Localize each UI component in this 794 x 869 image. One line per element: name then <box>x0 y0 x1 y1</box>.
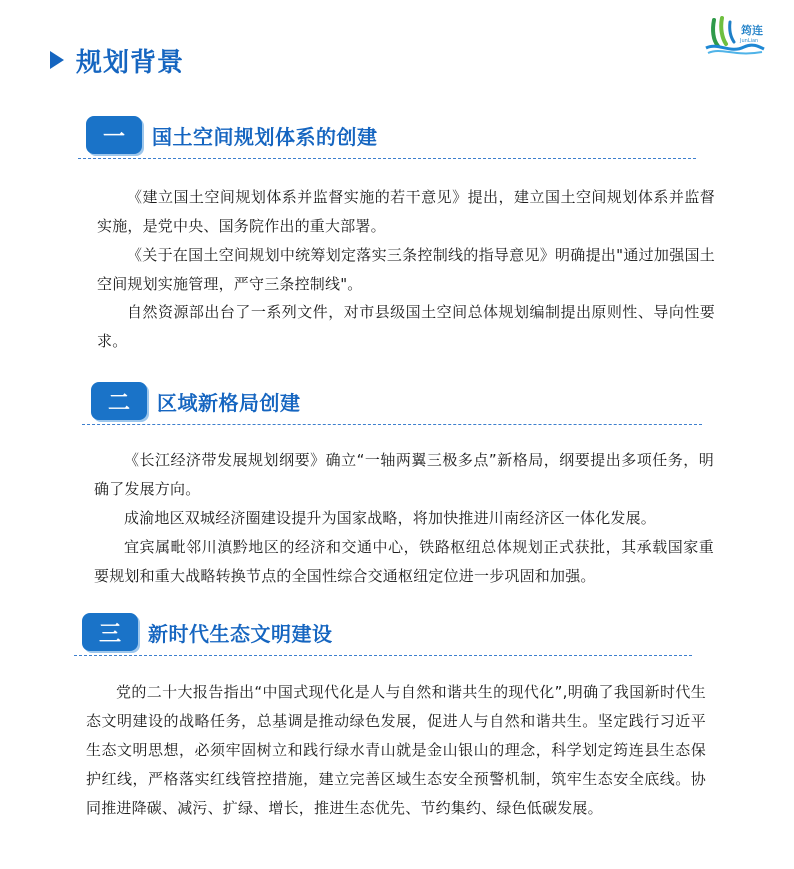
logo-subtitle: JunLian <box>740 38 759 44</box>
section-header-2 <box>91 382 301 420</box>
section-1-paragraph-3: 自然资源部出台了一系列文件，对市县级国土空间总体规划编制提出原则性、导向性要求。 <box>97 303 715 350</box>
section-number-badge: 一 <box>86 116 142 154</box>
section-title: 区域新格局创建 <box>157 390 301 415</box>
section-1-paragraph-1: 《建立国土空间规划体系并监督实施的若干意见》提出，建立国土空间规划体系并监督实施，是党中央、国务院作出的重大部署。 <box>97 188 715 235</box>
section-divider <box>82 424 702 425</box>
section-1-paragraph-2: 《关于在国土空间规划中统筹划定落实三条控制线的指导意见》明确提出"通过加强国土空间规划实施管理，严守三条控制线"。 <box>97 246 715 293</box>
section-header-1 <box>86 116 378 154</box>
section-divider <box>74 655 692 656</box>
section-number-badge: 二 <box>91 382 147 420</box>
section-3-paragraph-1: 党的二十大报告指出“中国式现代化是人与自然和谐共生的现代化”,明确了我国新时代生态文明建设的战略任务，总基调是推动绿色发展，促进人与自然和谐共生。坚定践行习近平生态文明思想，必须牢固树立和践行绿水青山就是金山银山的理念，科学划定筠连县生态保护红线，严格落实红线管控措施，建立完善区域生态安全预警机制，筑牢生态安全底线。协同推进降碳、减污、扩绿、增长，推进生态优先、节约集约、绿色低碳发展。 <box>86 683 706 817</box>
section-title: 国土空间规划体系的创建 <box>152 124 378 149</box>
section-header-3 <box>82 613 333 651</box>
play-arrow-icon <box>50 51 64 69</box>
section-2-paragraph-1: 《长江经济带发展规划纲要》确立“一轴两翼三极多点”新格局，纲要提出多项任务，明确了发展方向。 <box>94 451 714 498</box>
section-title: 新时代生态文明建设 <box>148 621 333 646</box>
page-title-row <box>50 40 184 80</box>
section-divider <box>78 158 696 159</box>
section-2-paragraph-3: 宜宾属毗邻川滇黔地区的经济和交通中心，铁路枢纽总体规划正式获批，其承载国家重要规划和重大战略转换节点的全国性综合交通枢纽定位进一步巩固和加强。 <box>94 538 714 585</box>
page-title: 规划背景 <box>76 47 185 78</box>
section-number-badge: 三 <box>82 613 138 651</box>
section-2-paragraph-2: 成渝地区双城经济圈建设提升为国家战略，将加快推进川南经济区一体化发展。 <box>124 509 657 527</box>
logo-name: 筠连 <box>741 24 763 37</box>
